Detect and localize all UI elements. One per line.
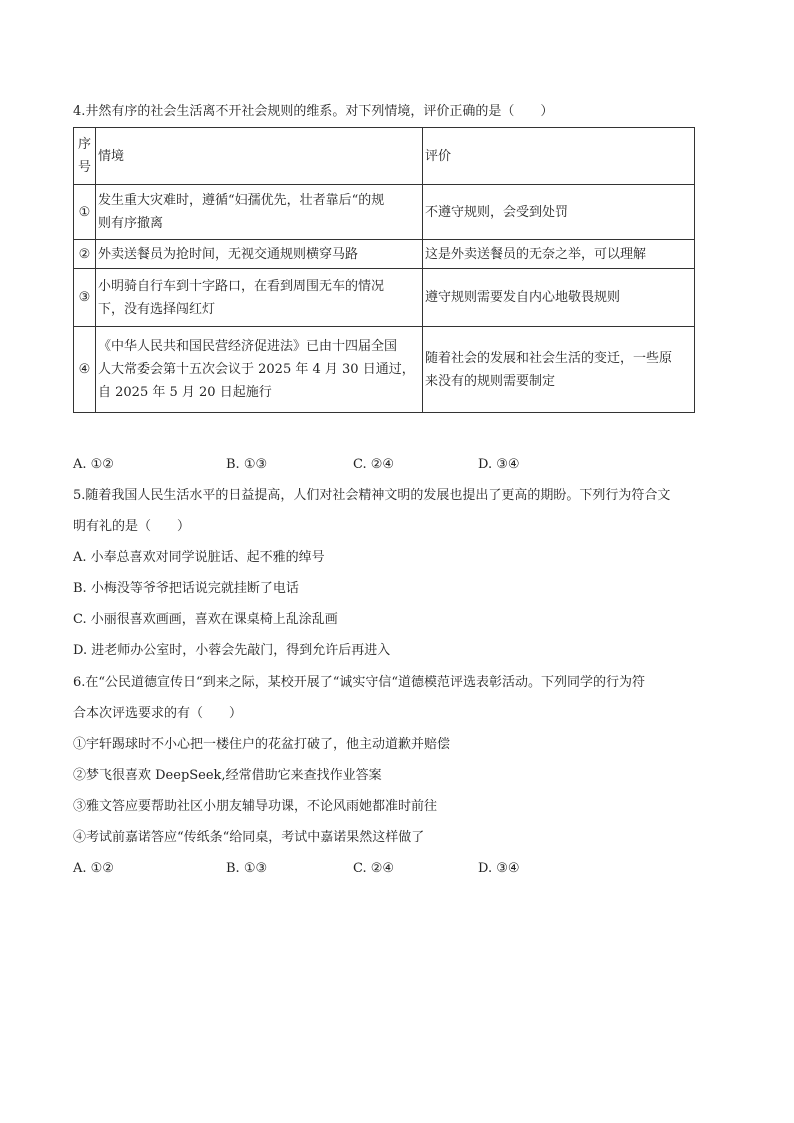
- eval-line: 随着社会的发展和社会生活的变迁，一些原: [425, 350, 673, 366]
- q5-choice-b[interactable]: B. 小梅没等爷爷把话说完就挂断了电话: [73, 581, 299, 596]
- q6-options: [73, 859, 633, 879]
- option-c[interactable]: C. ②④: [353, 457, 395, 472]
- header-num-line1: 序: [77, 137, 91, 152]
- q5-stem-line: 明有礼的是（ ）: [73, 519, 191, 534]
- q5-choice-a[interactable]: A. 小奉总喜欢对同学说脏话、起不雅的绰号: [73, 550, 325, 565]
- option-b[interactable]: B. ①③: [226, 457, 268, 472]
- table-header-row: [74, 128, 695, 185]
- scene-line: 下，没有选择闯红灯: [98, 301, 216, 317]
- q6-statement: ①宇轩踢球时不小心把一楼住户的花盆打破了，他主动道歉并赔偿: [73, 737, 451, 752]
- option-d[interactable]: D. ③④: [478, 861, 520, 876]
- scene-line: 发生重大灾难时，遵循“妇孺优先，壮者靠后“的规: [98, 193, 385, 208]
- scene-line: 外卖送餐员为抢时间，无视交通规则横穿马路: [98, 246, 359, 262]
- row-eval: [423, 269, 695, 327]
- eval-line: 来没有的规则需要制定: [425, 373, 556, 389]
- row-eval: [423, 240, 695, 269]
- row-scene: [96, 327, 423, 413]
- q6-stem-line: 6.在“公民道德宣传日“到来之际，某校开展了“诚实守信“道德模范评选表彰活动。下列同学的行为符: [73, 675, 645, 690]
- header-eval: 评价: [423, 128, 695, 185]
- table-row: [74, 240, 695, 269]
- q5-choice-c[interactable]: C. 小丽很喜欢画画，喜欢在课桌椅上乱涂乱画: [73, 612, 338, 627]
- table-row: [74, 327, 695, 413]
- row-scene: [96, 185, 423, 240]
- row-num: ③: [74, 269, 96, 327]
- eval-line: 不遵守规则，会受到处罚: [425, 204, 569, 220]
- q5-choice-d[interactable]: D. 进老师办公室时，小蓉会先敲门，得到允许后再进入: [73, 643, 391, 658]
- scene-line: 自 2025 年 5 月 20 日起施行: [98, 385, 272, 400]
- q4-table: [73, 127, 695, 413]
- row-num: ②: [74, 240, 96, 269]
- header-num: [74, 128, 96, 185]
- table-row: [74, 185, 695, 240]
- eval-line: 遵守规则需要发自内心地敬畏规则: [425, 290, 621, 305]
- q6-stem-line: 合本次评选要求的有（ ）: [73, 706, 243, 721]
- q5-stem-line: 5.随着我国人民生活水平的日益提高，人们对社会精神文明的发展也提出了更高的期盼。下列行为符合文: [73, 488, 671, 503]
- scene-line: 小明骑自行车到十字路口，在看到周围无车的情况: [98, 278, 385, 294]
- option-a[interactable]: A. ①②: [73, 457, 114, 472]
- row-num: ④: [74, 327, 96, 413]
- option-d[interactable]: D. ③④: [478, 457, 520, 472]
- option-c[interactable]: C. ②④: [353, 861, 395, 876]
- header-scene: 情境: [96, 128, 423, 185]
- q4-options: [73, 455, 633, 475]
- option-b[interactable]: B. ①③: [226, 861, 268, 876]
- scene-line: 则有序撤离: [98, 216, 164, 231]
- scene-line: 人大常委会第十五次会议于 2025 年 4 月 30 日通过，: [98, 362, 415, 377]
- row-eval: [423, 327, 695, 413]
- q6-statement: ②梦飞很喜欢 DeepSeek,经常借助它来查找作业答案: [73, 768, 382, 783]
- row-scene: [96, 240, 423, 269]
- row-num: ①: [74, 185, 96, 240]
- header-num-line2: 号: [77, 160, 91, 175]
- table-row: [74, 269, 695, 327]
- row-eval: [423, 185, 695, 240]
- eval-line: 这是外卖送餐员的无奈之举，可以理解: [425, 246, 647, 262]
- option-a[interactable]: A. ①②: [73, 861, 114, 876]
- q6-statement: ④考试前嘉诺答应“传纸条“给同桌，考试中嘉诺果然这样做了: [73, 830, 425, 845]
- q4-stem: 4.井然有序的社会生活离不开社会规则的维系。对下列情境，评价正确的是（ ）: [73, 104, 554, 119]
- row-scene: [96, 269, 423, 327]
- scene-line: 《中华人民共和国民营经济促进法》已由十四届全国: [98, 339, 398, 354]
- q6-statement: ③雅文答应要帮助社区小朋友辅导功课，不论风雨她都准时前往: [73, 799, 438, 814]
